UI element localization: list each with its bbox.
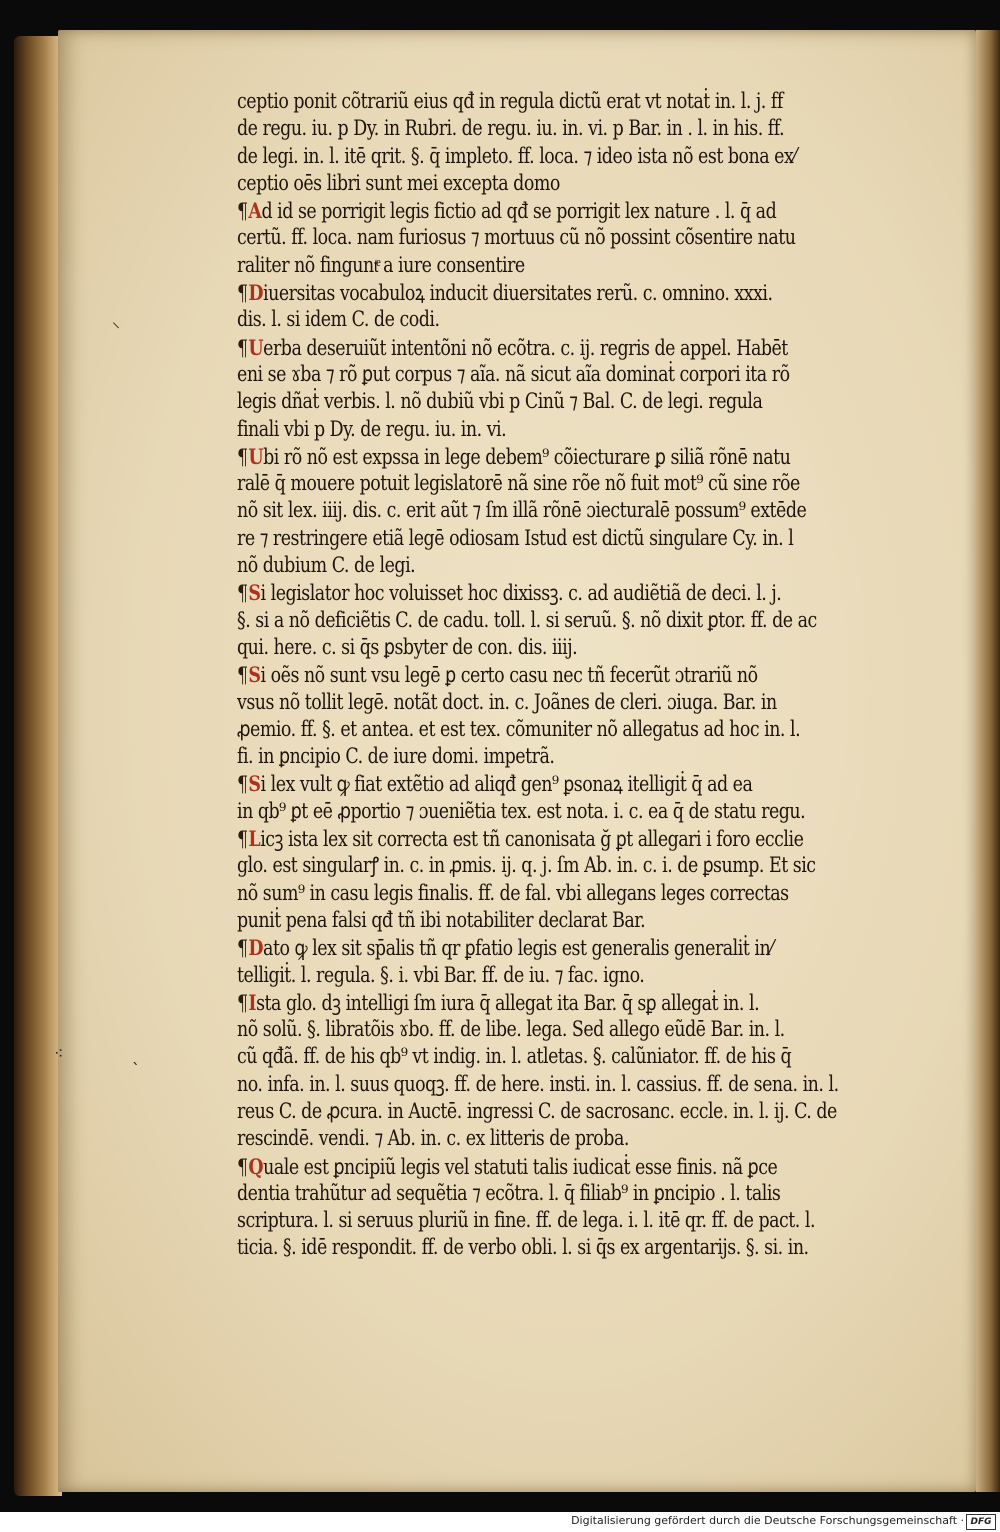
line-text: iuersitas vocabuloꝝ inducit diuersitates rerũ. c. omnino. xxxi. bbox=[263, 281, 773, 306]
line-text: nõ dubium C. de legi. bbox=[237, 553, 416, 578]
footer-credit: Digitalisierung gefördert durch die Deutsche Forschungsgemeinschaft · bbox=[571, 1514, 964, 1527]
line-text: ꝓemio. ff. §. et antea. et est tex. cõmuniter nõ allegatus ad hoc in. l. bbox=[237, 716, 801, 741]
line-text: uale est ꝑncipiũ legis vel statuti talis iudicaṫ esse finis. nã ꝑce bbox=[263, 1154, 778, 1179]
line-text: i legislator hoc voluisset hoc dixissꝫ. c. ad audiẽtiã de deci. l. j. bbox=[260, 581, 782, 606]
rubricated-initial: I bbox=[248, 989, 257, 1015]
line-text: puniṫ pena falsi qđ tñ ibi notabiliter declarat Bar. bbox=[237, 907, 646, 932]
text-line bbox=[237, 197, 801, 224]
pilcrow-mark: ¶ bbox=[237, 936, 248, 961]
margin-mark: ˋ bbox=[132, 1060, 140, 1079]
line-text: eni se ɤba ⁊ rõ ꝑut corpus ⁊ aĩa. nã sicut aĩa dominaṫ corpori ita rõ bbox=[237, 361, 790, 386]
text-line bbox=[237, 1234, 809, 1261]
line-text: fi. in ꝑncipio C. de iure domi. impetrã. bbox=[237, 744, 555, 769]
text-line bbox=[237, 770, 801, 797]
rubricated-initial: S bbox=[248, 771, 261, 797]
text-line bbox=[237, 88, 801, 115]
line-text: legis dñaṫ verbis. l. nõ dubiũ vbi p Cinũ ⁊ Bal. C. de legi. regula bbox=[237, 389, 763, 414]
line-text: nõ sit lex. iiij. dis. c. erit aũt ⁊ ſm illã rõnē ɔiecturalē possum⁹ extēde bbox=[237, 498, 807, 523]
line-text: rescindē. vendi. ⁊ Ab. in. c. ex litteris de proba. bbox=[237, 1126, 629, 1151]
line-text: icꝫ ista lex sit correcta est tñ canonisata ğ ꝑt allegari i foro ecclie bbox=[260, 827, 804, 852]
text-line bbox=[237, 552, 801, 579]
line-text: qui. here. c. si q̄s ꝑsbyter de con. dis. iiij. bbox=[237, 634, 578, 659]
rubricated-initial: D bbox=[248, 280, 264, 306]
line-text: no. infa. in. l. suus quoqꝫ. ff. de here. insti. in. l. cassius. ff. de sena. in. l. bbox=[237, 1071, 839, 1096]
text-line bbox=[237, 689, 801, 716]
pilcrow-mark: ¶ bbox=[237, 1154, 248, 1179]
line-text: ralē q̄ mouere potuit legislatorē nã sine rõe nõ fuit mot⁹ cũ sine rõe bbox=[237, 471, 800, 496]
rubricated-initial: Q bbox=[248, 1153, 264, 1179]
text-line bbox=[237, 1180, 801, 1207]
pilcrow-mark: ¶ bbox=[237, 444, 248, 469]
text-line bbox=[237, 880, 801, 907]
text-line bbox=[237, 497, 807, 524]
text-line bbox=[237, 525, 801, 552]
line-text: sta glo. dꝫ intelligi ſm iura q̄ allegat ita Bar. q̄ sꝑ allegaṫ in. l. bbox=[256, 990, 760, 1015]
pilcrow-mark: ¶ bbox=[237, 827, 248, 852]
rubricated-initial: U bbox=[248, 443, 264, 469]
text-line bbox=[237, 1016, 801, 1043]
text-line bbox=[237, 252, 801, 279]
text-line bbox=[237, 361, 801, 388]
text-line bbox=[237, 661, 801, 688]
text-line bbox=[237, 143, 801, 170]
pilcrow-mark: ¶ bbox=[237, 772, 248, 797]
line-text: in qb⁹ ꝑt eē ꝓportio ⁊ ɔueniẽtia tex. est nota. i. c. ea q̄ de statu regu. bbox=[237, 798, 806, 823]
text-line bbox=[237, 907, 801, 934]
line-text: ato ꝙ lex sit sp̄alis tñ qr ꝑfatio legis est generalis generaliṫ in⁄ bbox=[263, 936, 773, 961]
pilcrow-mark: ¶ bbox=[237, 663, 248, 688]
line-text: i lex vult ꝙ fiat extẽtio ad aliqđ gen⁹ ꝑsonaꝝ itelligiṫ q̄ ad ea bbox=[260, 772, 753, 797]
line-text: dentia trahũtur ad sequẽtia ⁊ ecõtra. l. q̄ filiab⁹ in ꝑncipio . l. talis bbox=[237, 1180, 781, 1205]
page-text bbox=[237, 88, 839, 1262]
pilcrow-mark: ¶ bbox=[237, 199, 248, 224]
text-line bbox=[237, 934, 801, 961]
line-text: cũ qđã. ff. de his qb⁹ vt indig. in. l. atletas. §. calũniator. ff. de his q̄ bbox=[237, 1044, 792, 1069]
rubricated-initial: U bbox=[248, 334, 264, 360]
text-line bbox=[237, 743, 801, 770]
line-text: ceptio ponit cõtrariũ eius qđ in regula dictũ erat vt notaṫ in. l. j. ff bbox=[237, 89, 783, 113]
line-text: ticia. §. idē respondit. ff. de verbo obli. l. si q̄s ex argentarijs. §. si. in. bbox=[237, 1235, 809, 1260]
text-line bbox=[237, 1153, 801, 1180]
text-line bbox=[237, 1207, 816, 1234]
text-line bbox=[237, 1098, 837, 1125]
text-line bbox=[237, 825, 804, 852]
rubricated-initial: S bbox=[248, 662, 261, 688]
line-text: de regu. iu. p Dy. in Rubri. de regu. iu. in. vi. p Bar. in . l. in his. ff. bbox=[237, 116, 785, 141]
rubricated-initial: L bbox=[248, 826, 261, 852]
text-line bbox=[237, 443, 801, 470]
line-text: raliter nõ finguntͤ a iure consentire bbox=[237, 252, 525, 277]
text-line bbox=[237, 962, 801, 989]
text-line bbox=[237, 470, 801, 497]
margin-mark: ⁖ bbox=[54, 1044, 64, 1063]
pilcrow-mark: ¶ bbox=[237, 990, 248, 1015]
page-edge bbox=[976, 30, 1000, 1492]
line-text: dis. l. si idem C. de codi. bbox=[237, 307, 440, 332]
line-text: vsus nõ tollit legē. notãt doct. in. c. Joãnes de cleri. ɔiuga. Bar. in bbox=[237, 689, 777, 714]
text-line bbox=[237, 306, 801, 333]
text-line bbox=[237, 1043, 801, 1070]
line-text: finali vbi p Dy. de regu. iu. in. vi. bbox=[237, 416, 507, 441]
pilcrow-mark: ¶ bbox=[237, 581, 248, 606]
pilcrow-mark: ¶ bbox=[237, 335, 248, 360]
line-text: d id se porrigit legis fictio ad qđ se porrigit lex nature . l. q̄ ad bbox=[261, 199, 777, 224]
text-line bbox=[237, 279, 801, 306]
text-line bbox=[237, 115, 801, 142]
text-line bbox=[237, 607, 817, 634]
line-text: certũ. ff. loca. nam furiosus ⁊ mortuus cũ nõ possint cõsentire natu bbox=[237, 225, 796, 250]
line-text: reus C. de ꝓcura. in Auctē. ingressi C. de sacrosanc. eccle. in. l. ij. C. de bbox=[237, 1098, 837, 1123]
line-text: ceptio oēs libri sunt mei excepta domo bbox=[237, 170, 560, 195]
footer-bar bbox=[0, 1512, 1000, 1532]
pilcrow-mark: ¶ bbox=[237, 281, 248, 306]
line-text: i oẽs nõ sunt vsu legē ꝑ certo casu nec tñ fecerũt ɔtrariũ nõ bbox=[260, 663, 758, 688]
line-text: de legi. in. l. itē qrit. §. q̄ impleto. ff. loca. ⁊ ideo ista nõ est bona ex⁄ bbox=[237, 143, 796, 168]
line-text: nõ sum⁹ in casu legis finalis. ff. de fal. vbi allegans leges correctas bbox=[237, 880, 789, 905]
text-line bbox=[237, 1125, 801, 1152]
text-line bbox=[237, 334, 801, 361]
text-line bbox=[237, 224, 801, 251]
text-line bbox=[237, 634, 801, 661]
text-line bbox=[237, 170, 801, 197]
line-text: glo. est singularꝭ in. c. in ꝓmis. ij. q. j. ſm Ab. in. c. i. de ꝑsump. Et sic bbox=[237, 853, 816, 878]
dfg-logo-icon: DFG bbox=[966, 1514, 996, 1530]
text-line bbox=[237, 989, 801, 1016]
rubricated-initial: S bbox=[248, 580, 261, 606]
text-line bbox=[237, 852, 816, 879]
line-text: scriptura. l. si seruus pluriũ in fine. ff. de lega. i. l. itē qr. ff. de pact. l. bbox=[237, 1208, 816, 1233]
text-line bbox=[237, 416, 801, 443]
line-text: erba deseruiũt intentõni nõ ecõtra. c. ij. regris de appel. Habēt bbox=[263, 335, 788, 360]
text-line bbox=[237, 579, 801, 606]
rubricated-initial: D bbox=[248, 935, 264, 961]
text-line bbox=[237, 1071, 839, 1098]
rubricated-initial: A bbox=[248, 198, 262, 224]
line-text: telligiṫ. l. regula. §. i. vbi Bar. ff. de iu. ⁊ fac. igno. bbox=[237, 962, 645, 987]
line-text: nõ solũ. §. libratõis ɤbo. ff. de libe. lega. Sed allego eũdē Bar. in. l. bbox=[237, 1017, 785, 1042]
book-binding bbox=[14, 36, 62, 1496]
text-line bbox=[237, 798, 806, 825]
line-text: re ⁊ restringere etiã legē odiosam Istud est dictũ singulare Cy. in. l bbox=[237, 525, 794, 550]
text-line bbox=[237, 716, 801, 743]
line-text: §. si a nõ deficiẽtis C. de cadu. toll. l. si seruũ. §. nõ dixit ꝑtor. ff. de ac bbox=[237, 607, 817, 632]
margin-mark: ⸜ bbox=[112, 312, 121, 331]
line-text: bi rõ nõ est expssa in lege debem⁹ cõiecturare ꝑ siliã rõnē natu bbox=[263, 444, 791, 469]
text-line bbox=[237, 388, 801, 415]
